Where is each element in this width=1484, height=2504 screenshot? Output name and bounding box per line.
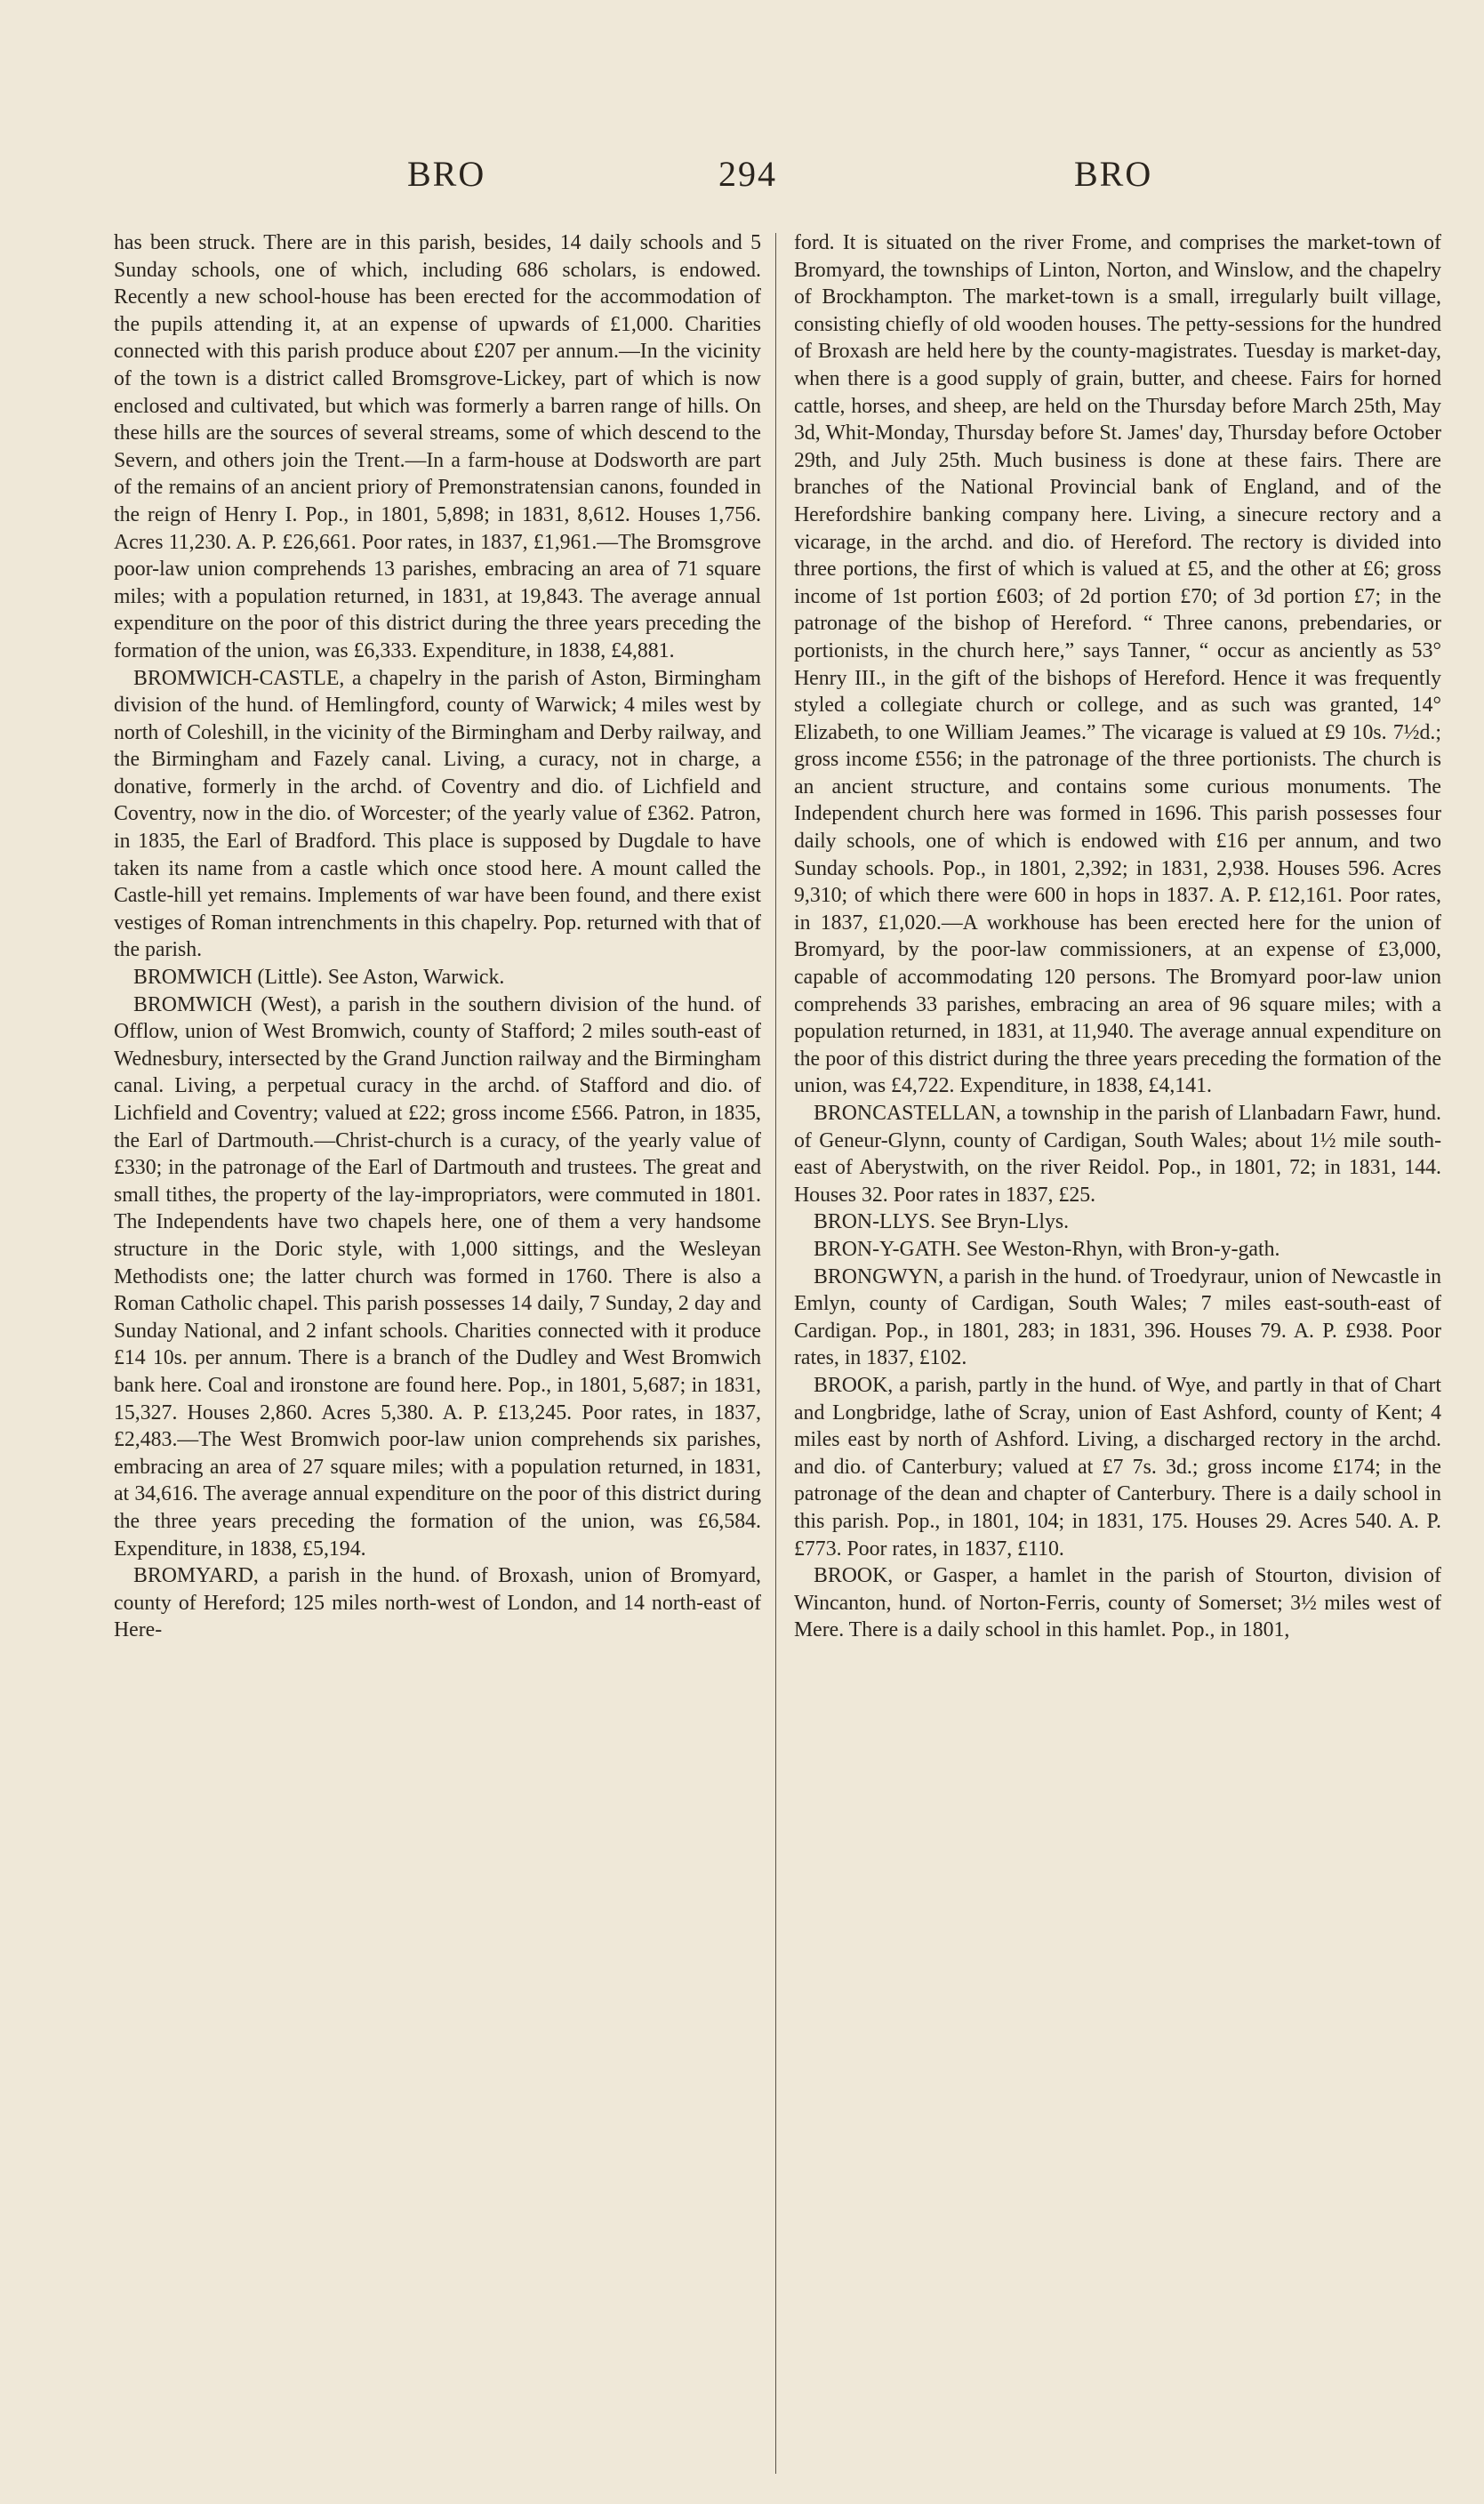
left-column	[114, 229, 761, 2479]
entry-bromwich-little: BROMWICH (Little). See Aston, Warwick.	[133, 966, 505, 990]
entry-bromyard: BROMYARD, a parish in the hund. of Broxash, union of Bromyard, county of Hereford; 125 miles north-west of London, and 14 north-east of Here-	[114, 1564, 761, 1642]
running-header	[0, 153, 1484, 206]
entry-bromwich-castle: BROMWICH-CASTLE, a chapelry in the parish of Aston, Birmingham division of the hund. of Hemlingford, county of Warwick; 4 miles west by north of Coleshill, in the vicinity of the Birmingham and Derby railway, and the Birmingham and Fazely canal. Living, a curacy, not in charge, a donative, formerly in the archd. of Coventry and dio. of Lichfield and Coventry, now in the dio. of Worcester; of the yearly value of £362. Patron, in 1835, the Earl of Bradford. This place is supposed by Dugdale to have taken its name from a castle which once stood here. A mount called the Castle-hill yet remains. Implements of war have been found, and there exist vestiges of Roman intrenchments in this chapelry. Pop. returned with that of the parish.	[114, 666, 761, 962]
entry-brook-gasper: BROOK, or Gasper, a hamlet in the parish of Stourton, division of Wincanton, hund. of Norton-Ferris, county of Somerset; 3½ miles west of Mere. There is a daily school in this hamlet. Pop., in 1801,	[794, 1564, 1441, 1642]
entry-bromwich-west: BROMWICH (West), a parish in the southern division of the hund. of Offlow, union of West Bromwich, county of Stafford; 2 miles south-east of Wednesbury, intersected by the Grand Junction railway and the Birmingham canal. Living, a perpetual curacy in the archd. of Stafford and dio. of Lichfield and Coventry; valued at £22; gross income £566. Patron, in 1835, the Earl of Dartmouth.—Christ-church is a curacy, of the yearly value of £330; in the patronage of the Earl of Dartmouth and trustees. The great and small tithes, the property of the lay-impropriators, were commuted in 1801. The Independents have two chapels here, one of them a very handsome structure in the Doric style, with 1,000 sittings, and the Wesleyan Methodists one; the latter church was formed in 1760. There is also a Roman Catholic chapel. This parish possesses 14 daily, 7 Sunday, 2 day and Sunday National, and 2 infant schools. Charities connected with it produce £14 10s. per annum. There is a branch of the Dudley and West Bromwich bank here. Coal and ironstone are found here. Pop., in 1801, 5,687; in 1831, 15,327. Houses 2,860. Acres 5,380. A. P. £13,245. Poor rates, in 1837, £2,483.—The West Bromwich poor-law union comprehends six parishes, embracing an area of 27 square miles; with a population returned, in 1831, at 34,616. The average annual expenditure on the poor of this district during the three years preceding the formation of the union, was £6,584. Expenditure, in 1838, £5,194.	[114, 992, 761, 1561]
continued-paragraph: ford. It is situated on the river Frome, and comprises the market-town of Bromyard, the townships of Linton, Norton, and Winslow, and the chapelry of Brockhampton. The market-town is a small, irregularly built village, consisting chiefly of old wooden houses. The petty-sessions for the hundred of Broxash are held here by the county-magistrates. Tuesday is market-day, when there is a good supply of grain, butter, and cheese. Fairs for horned cattle, horses, and sheep, are held on the Thursday before March 25th, May 3d, Whit-Monday, Thursday before St. James' day, Thursday before October 29th, and July 25th. Much business is done at these fairs. There are branches of the National Provincial bank of England, and of the Herefordshire banking company here. Living, a sinecure rectory and a vicarage, in the archd. and dio. of Hereford. The rectory is divided into three portions, the first of which is valued at £5, and the other at £6; gross income of 1st portion £603; of 2d portion £70; of 3d portion £7; in the patronage of the bishop of Hereford. “ Three canons, prebendaries, or portionists, in the church here,” says Tanner, “ occur as anciently as 53° Henry III., in the gift of the bishops of Hereford. Hence it was frequently styled a collegiate church or college, and as such was granted, 14° Elizabeth, to one William Jeames.” The vicarage is valued at £9 10s. 7½d.; gross income £556; in the patronage of the three portionists. The church is an ancient structure, and contains some curious monuments. The Independent church here was formed in 1696. This parish possesses four daily schools, one of which is endowed with £16 per annum, and two Sunday schools. Pop., in 1801, 2,392; in 1831, 2,938. Houses 596. Acres 9,310; of which there were 600 in hops in 1837. A. P. £12,161. Poor rates, in 1837, £1,020.—A workhouse has been erected here for the union of Bromyard, by the poor-law commissioners, at an expense of £3,000, capable of accommodating 120 persons. The Bromyard poor-law union comprehends 33 parishes, embracing an area of 96 square miles; with a population returned, in 1831, at 11,940. The average annual expenditure on the poor of this district during the three years preceding the formation of the union, was £4,722. Expenditure, in 1838, £4,141.	[794, 231, 1441, 1098]
header-left-word: BRO	[407, 154, 486, 194]
column-divider	[775, 233, 776, 2474]
entry-brook-kent: BROOK, a parish, partly in the hund. of Wye, and partly in that of Chart and Longbridge, lathe of Scray, union of East Ashford, county of Kent; 4 miles east by north of Ashford. Living, a discharged rectory in the archd. and dio. of Canterbury; valued at £7 7s. 3d.; gross income £174; in the patronage of the dean and chapter of Canterbury. There is a daily school in this parish. Pop., in 1801, 104; in 1831, 175. Houses 29. Acres 540. A. P. £773. Poor rates, in 1837, £110.	[794, 1373, 1441, 1561]
entry-broncastellan: BRONCASTELLAN, a township in the parish of Llanbadarn Fawr, hund. of Geneur-Glynn, county of Cardigan, South Wales; about 1½ mile south-east of Aberystwith, on the river Reidol. Pop., in 1801, 72; in 1831, 144. Houses 32. Poor rates in 1837, £25.	[794, 1102, 1441, 1207]
page-number: 294	[718, 154, 777, 194]
entry-brongwyn: BRONGWYN, a parish in the hund. of Troedyraur, union of Newcastle in Emlyn, county of Cardigan, South Wales; 7 miles east-south-east of Cardigan. Pop., in 1801, 283; in 1831, 396. Houses 79. A. P. £938. Poor rates, in 1837, £102.	[794, 1264, 1441, 1370]
entry-bron-y-gath: BRON-Y-GATH. See Weston-Rhyn, with Bron-y-gath.	[814, 1237, 1280, 1261]
header-right-word: BRO	[1074, 154, 1153, 194]
right-column	[794, 229, 1441, 2479]
entry-bron-llys: BRON-LLYS. See Bryn-Llys.	[814, 1210, 1070, 1234]
continued-paragraph: has been struck. There are in this parish, besides, 14 daily schools and 5 Sunday schools, one of which, including 686 scholars, is endowed. Recently a new school-house has been erected for the accommodation of the pupils attending it, at an expense of upwards of £1,000. Charities connected with this parish produce about £207 per annum.—In the vicinity of the town is a district called Bromsgrove-Lickey, part of which is now enclosed and cultivated, but which was formerly a barren range of hills. On these hills are the sources of several streams, some of which descend to the Severn, and others join the Trent.—In a farm-house at Dodsworth are part of the remains of an ancient priory of Premonstratensian canons, founded in the reign of Henry I. Pop., in 1801, 5,898; in 1831, 8,612. Houses 1,756. Acres 11,230. A. P. £26,661. Poor rates, in 1837, £1,961.—The Bromsgrove poor-law union comprehends 13 parishes, embracing an area of 71 square miles; with a population returned, in 1831, at 19,843. The average annual expenditure on the poor of this district during the three years preceding the formation of the union, was £6,333. Expenditure, in 1838, £4,881.	[114, 231, 761, 662]
